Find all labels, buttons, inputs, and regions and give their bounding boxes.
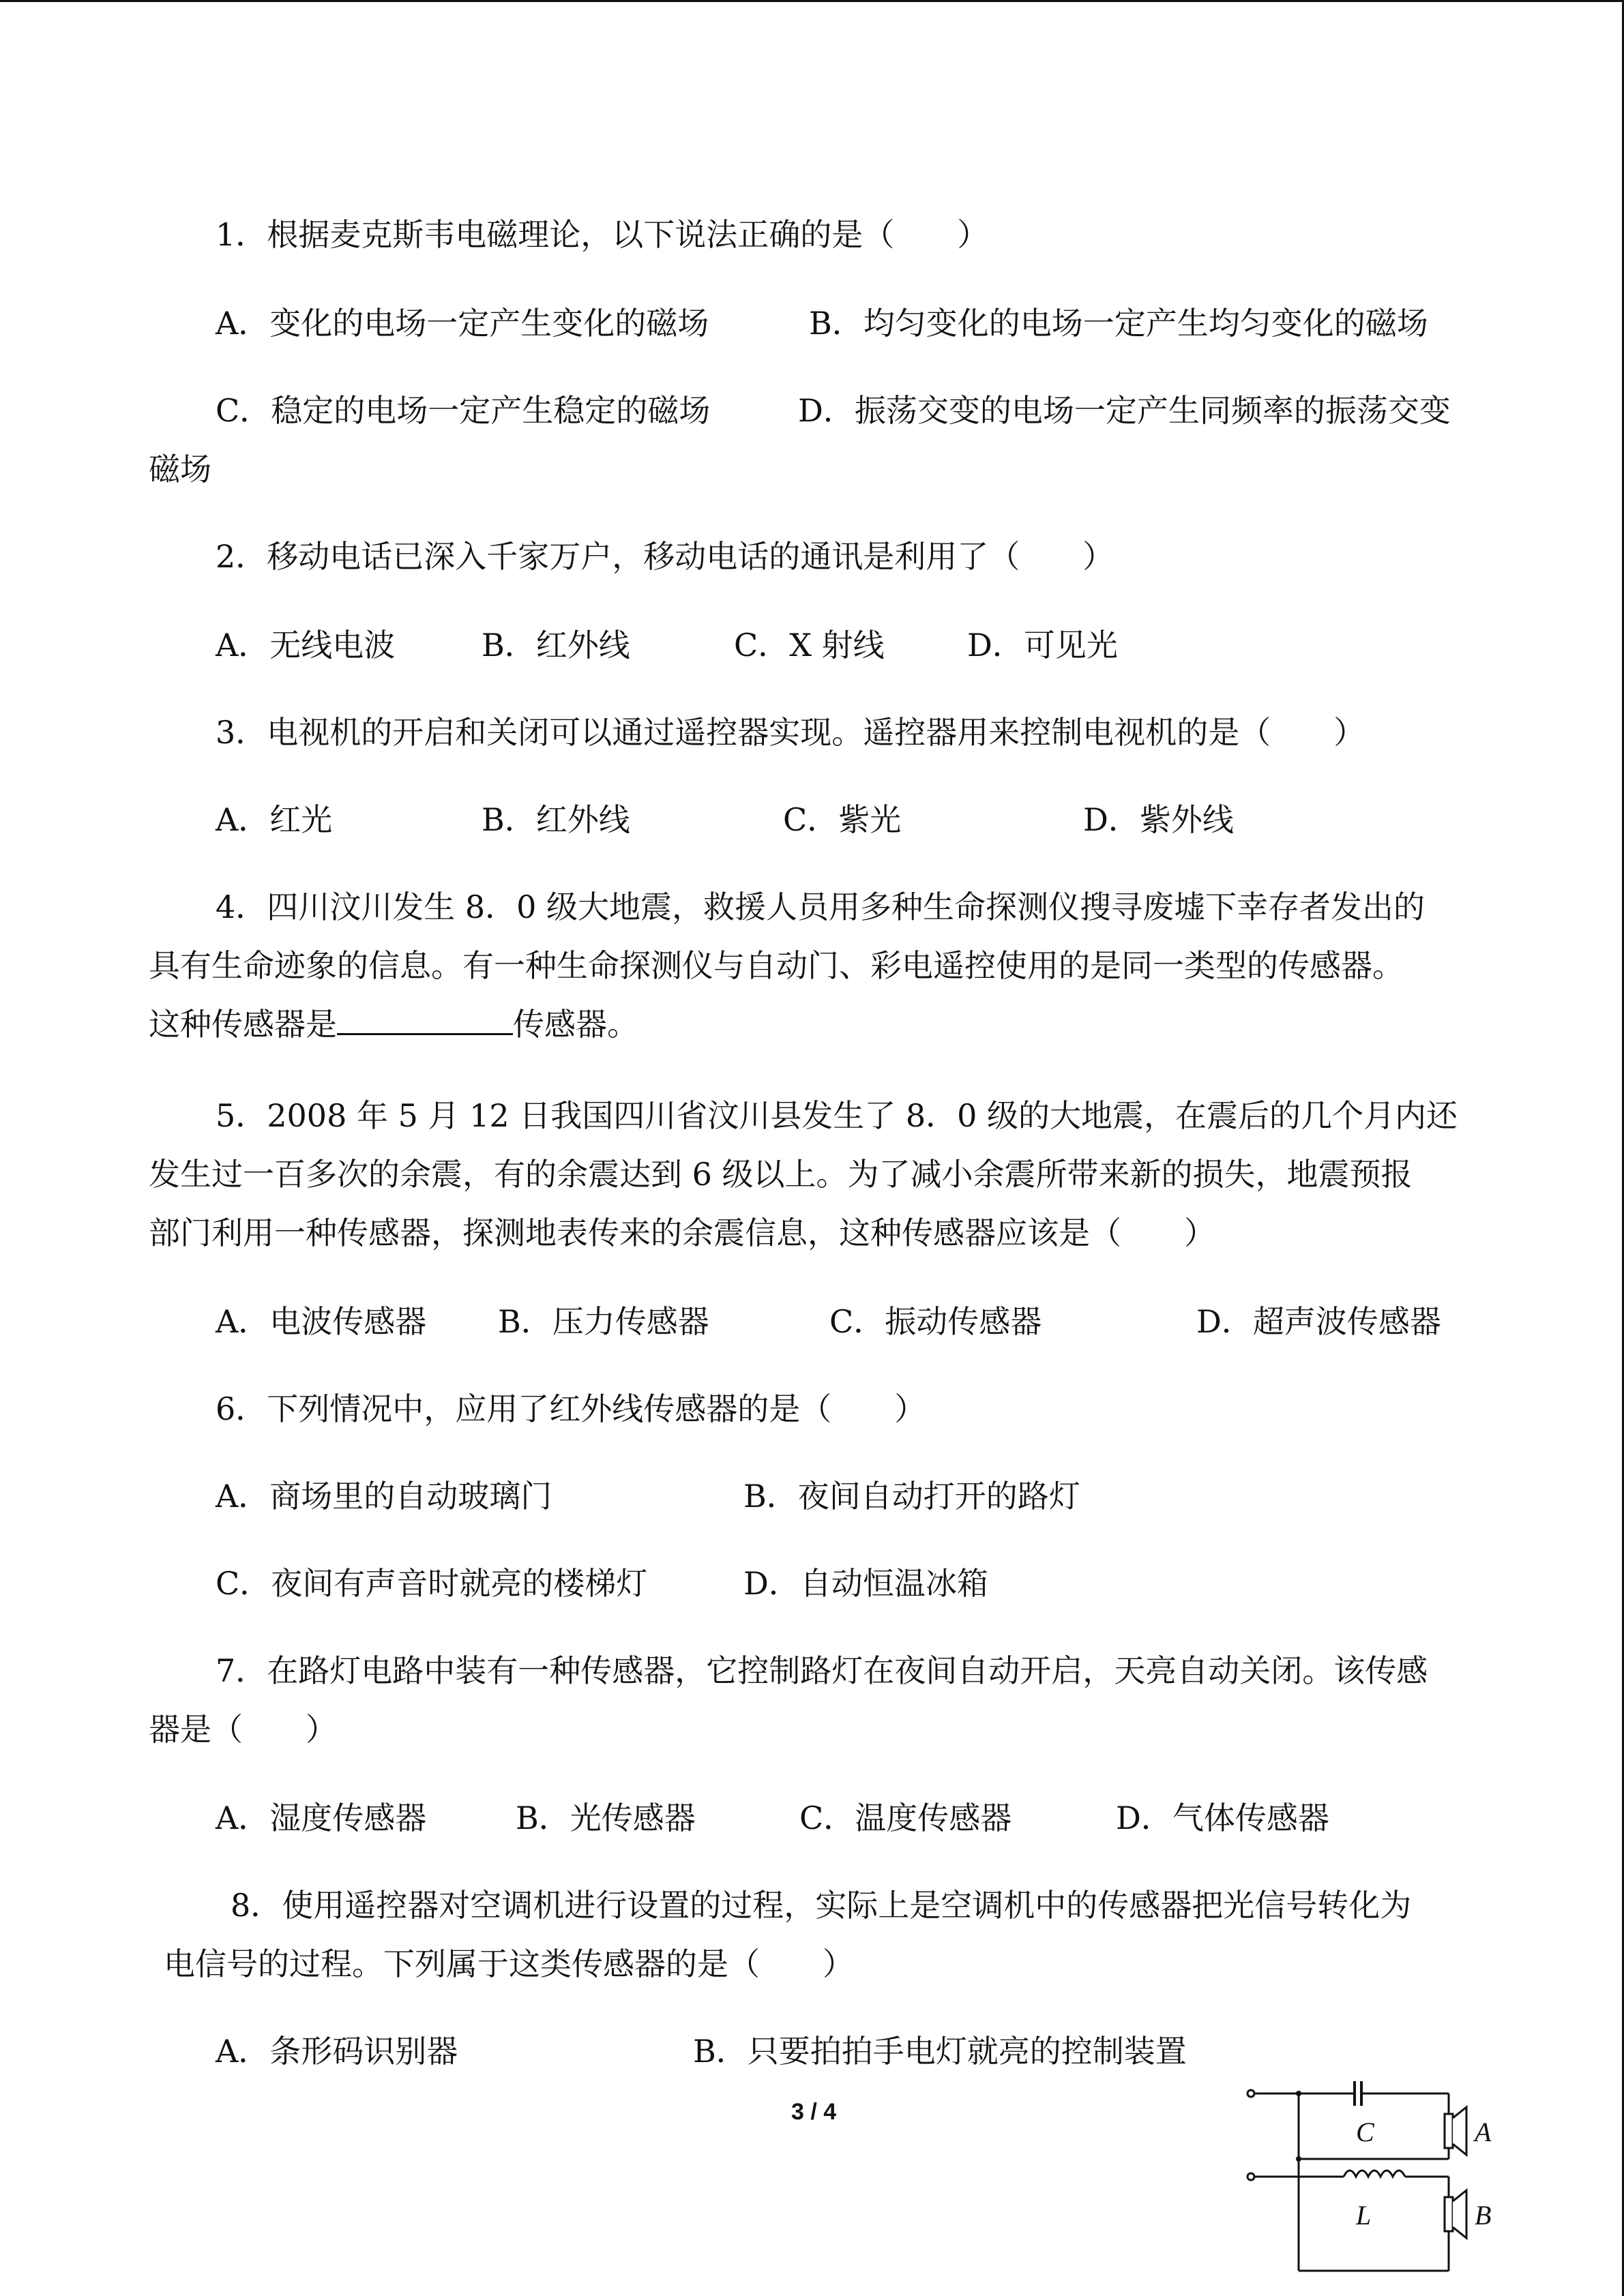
q1-option-b: B．均匀变化的电场一定产生均匀变化的磁场 <box>809 305 1428 342</box>
q7-option-a: A．湿度传感器 <box>216 1800 427 1836</box>
q5-option-c: C．振动传感器 <box>829 1303 1042 1340</box>
circuit-diagram <box>1241 2066 1501 2284</box>
q2-option-c: C．X 射线 <box>734 627 885 664</box>
q3-option-c: C．紫光 <box>783 801 902 838</box>
q6-option-a: A．商场里的自动玻璃门 <box>216 1478 552 1515</box>
terminal-bottom <box>1247 2173 1254 2180</box>
q7-stem-line1: 7．在路灯电路中装有一种传感器，它控制路灯在夜间自动开启，天亮自动关闭。该传感 <box>216 1652 1428 1689</box>
q2-stem: 2．移动电话已深入千家万户，移动电话的通讯是利用了（ ） <box>216 538 1114 575</box>
q7-option-c: C．温度传感器 <box>799 1800 1012 1836</box>
capacitor-label: C <box>1356 2117 1374 2147</box>
q4-stem-line2: 具有生命迹象的信息。有一种生命探测仪与自动门、彩电遥控使用的是同一类型的传感器。 <box>149 947 1404 984</box>
q6-option-b: B．夜间自动打开的路灯 <box>743 1478 1080 1515</box>
q5-option-a: A．电波传感器 <box>216 1303 427 1340</box>
q5-stem-line1: 5．2008 年 5 月 12 日我国四川省汶川县发生了 8．0 级的大地震，在震后的几个月内还 <box>216 1097 1458 1134</box>
q5-stem-line2: 发生过一百多次的余震，有的余震达到 6 级以上。为了减小余震所带来新的损失，地震预报 <box>149 1156 1413 1193</box>
q3-option-d: D．紫外线 <box>1083 801 1234 838</box>
q7-stem-line2: 器是（ ） <box>149 1711 337 1748</box>
terminal-top <box>1247 2090 1254 2097</box>
q1-stem: 1．根据麦克斯韦电磁理论，以下说法正确的是（ ） <box>216 216 989 253</box>
junction-middle <box>1296 2156 1301 2162</box>
q3-stem: 3．电视机的开启和关闭可以通过遥控器实现。遥控器用来控制电视机的是（ ） <box>216 714 1365 751</box>
q7-option-b: B．光传感器 <box>516 1800 696 1836</box>
junction-top <box>1296 2091 1301 2096</box>
q8-stem-line2: 电信号的过程。下列属于这类传感器的是（ ） <box>164 1945 854 1982</box>
q6-option-c: C．夜间有声音时就亮的楼梯灯 <box>216 1565 648 1602</box>
q5-stem-line3: 部门利用一种传感器，探测地表传来的余震信息，这种传感器应该是（ ） <box>149 1214 1215 1251</box>
q8-option-a: A．条形码识别器 <box>216 2033 458 2070</box>
q8-stem-line1: 8．使用遥控器对空调机进行设置的过程，实际上是空调机中的传感器把光信号转化为 <box>231 1887 1412 1924</box>
q2-option-b: B．红外线 <box>482 627 630 664</box>
q5-option-d: D．超声波传感器 <box>1196 1303 1441 1340</box>
q1-option-c: C．稳定的电场一定产生稳定的磁场 <box>216 392 711 429</box>
q3-option-a: A．红光 <box>216 801 333 838</box>
q5-option-b: B．压力传感器 <box>498 1303 709 1340</box>
q6-option-d: D．自动恒温冰箱 <box>743 1565 988 1602</box>
page-number: 3 / 4 <box>791 2099 837 2125</box>
q4-stem-suffix: 传感器。 <box>513 1006 638 1043</box>
q1-option-d-cont: 磁场 <box>149 451 211 488</box>
q1-option-a: A．变化的电场一定产生变化的磁场 <box>216 305 709 342</box>
q4-answer-blank[interactable] <box>337 1006 513 1035</box>
q3-option-b: B．红外线 <box>482 801 630 838</box>
speaker-a-label: A <box>1475 2117 1492 2147</box>
q7-option-d: D．气体传感器 <box>1116 1800 1329 1836</box>
speaker-b-cone <box>1453 2190 1466 2238</box>
speaker-b-label: B <box>1475 2200 1492 2231</box>
q4-stem-line1: 4．四川汶川发生 8．0 级大地震，救援人员用多种生命探测仪搜寻废墟下幸存者发出的 <box>216 889 1426 925</box>
q2-option-d: D．可见光 <box>967 627 1118 664</box>
speaker-a-cone <box>1453 2107 1466 2155</box>
q4-stem-prefix: 这种传感器是 <box>149 1006 337 1043</box>
inductor-coil <box>1344 2171 1405 2177</box>
q6-stem: 6．下列情况中，应用了红外线传感器的是（ ） <box>216 1390 926 1427</box>
q1-option-d: D．振荡交变的电场一定产生同频率的振荡交变 <box>798 392 1451 429</box>
q8-option-b: B．只要拍拍手电灯就亮的控制装置 <box>693 2033 1187 2070</box>
page-border-top <box>0 0 1624 2</box>
speaker-a-body <box>1445 2114 1453 2148</box>
inductor-label: L <box>1356 2200 1372 2231</box>
speaker-b-body <box>1445 2197 1453 2231</box>
q2-option-a: A．无线电波 <box>216 627 396 664</box>
q4-stem-line3 <box>149 1004 638 1045</box>
